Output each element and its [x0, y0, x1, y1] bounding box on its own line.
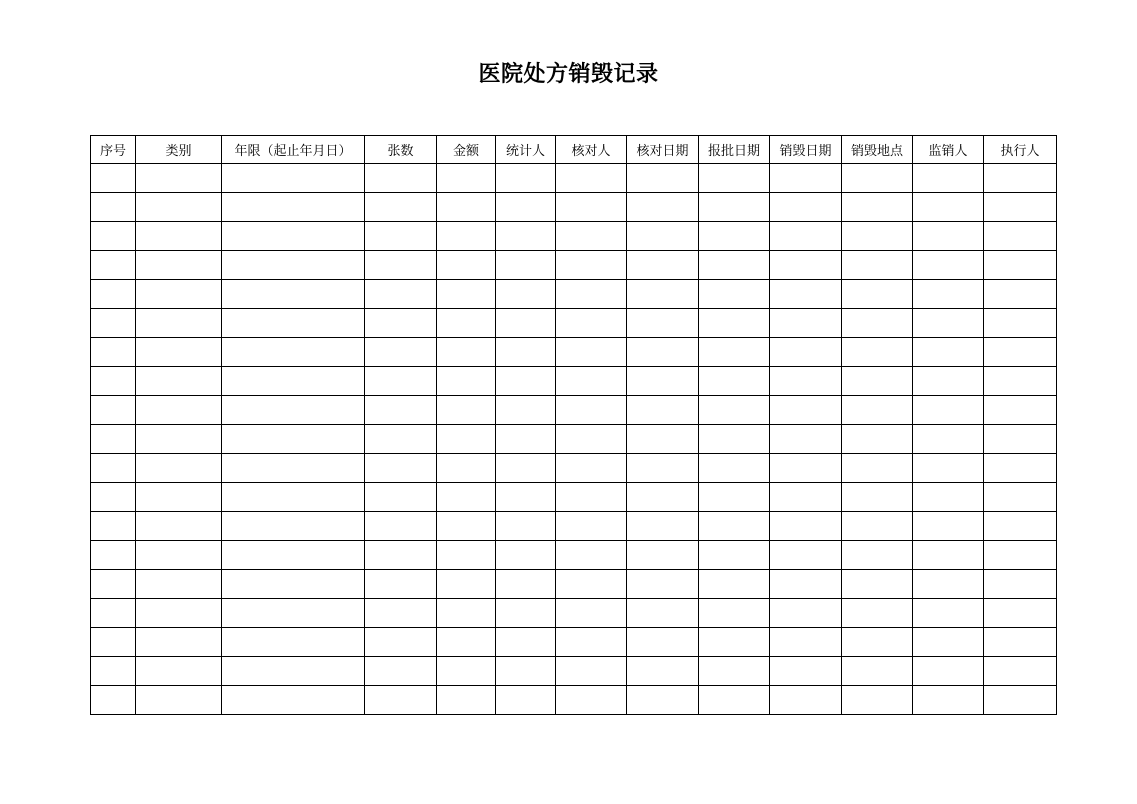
table-cell: [842, 193, 913, 222]
table-cell: [437, 657, 496, 686]
table-cell: [556, 483, 627, 512]
table-cell: [627, 599, 699, 628]
table-cell: [913, 338, 984, 367]
table-cell: [627, 367, 699, 396]
table-cell: [437, 396, 496, 425]
table-cell: [136, 396, 222, 425]
table-cell: [699, 193, 770, 222]
table-cell: [91, 425, 136, 454]
table-cell: [222, 338, 365, 367]
table-cell: [913, 280, 984, 309]
table-cell: [496, 657, 556, 686]
table-cell: [556, 541, 627, 570]
table-cell: [91, 512, 136, 541]
table-cell: [136, 425, 222, 454]
table-cell: [984, 599, 1057, 628]
table-cell: [91, 454, 136, 483]
table-cell: [770, 338, 842, 367]
table-cell: [365, 280, 437, 309]
table-cell: [136, 599, 222, 628]
table-cell: [913, 454, 984, 483]
table-cell: [699, 657, 770, 686]
table-cell: [699, 338, 770, 367]
table-cell: [556, 396, 627, 425]
table-cell: [556, 425, 627, 454]
table-cell: [627, 280, 699, 309]
table-cell: [91, 193, 136, 222]
header-amount: 金额: [437, 136, 496, 164]
table-cell: [365, 164, 437, 193]
table-cell: [437, 193, 496, 222]
table-cell: [627, 541, 699, 570]
table-cell: [984, 657, 1057, 686]
table-cell: [556, 657, 627, 686]
table-cell: [136, 628, 222, 657]
header-destruction-date: 销毁日期: [770, 136, 842, 164]
table-cell: [136, 222, 222, 251]
table-row: [91, 222, 1057, 251]
table-cell: [770, 512, 842, 541]
table-cell: [699, 454, 770, 483]
header-executor: 执行人: [984, 136, 1057, 164]
table-row: [91, 338, 1057, 367]
table-cell: [556, 454, 627, 483]
table-cell: [627, 222, 699, 251]
table-cell: [136, 454, 222, 483]
table-cell: [91, 396, 136, 425]
table-body: [91, 164, 1057, 715]
table-cell: [222, 512, 365, 541]
table-cell: [913, 309, 984, 338]
table-cell: [91, 483, 136, 512]
table-cell: [699, 396, 770, 425]
table-cell: [136, 367, 222, 396]
header-checker: 核对人: [556, 136, 627, 164]
table-cell: [437, 425, 496, 454]
table-cell: [699, 164, 770, 193]
table-cell: [91, 222, 136, 251]
table-cell: [556, 628, 627, 657]
table-cell: [136, 541, 222, 570]
table-cell: [699, 512, 770, 541]
table-cell: [627, 425, 699, 454]
table-cell: [496, 222, 556, 251]
table-cell: [365, 396, 437, 425]
table-cell: [627, 570, 699, 599]
table-row: [91, 483, 1057, 512]
table-cell: [627, 309, 699, 338]
table-cell: [365, 425, 437, 454]
table-cell: [222, 251, 365, 280]
table-cell: [699, 367, 770, 396]
table-row: [91, 628, 1057, 657]
table-cell: [365, 657, 437, 686]
table-cell: [136, 309, 222, 338]
table-cell: [496, 193, 556, 222]
table-cell: [136, 338, 222, 367]
table-cell: [984, 483, 1057, 512]
table-cell: [913, 425, 984, 454]
table-cell: [365, 483, 437, 512]
table-cell: [770, 454, 842, 483]
table-cell: [365, 454, 437, 483]
table-cell: [556, 599, 627, 628]
table-cell: [770, 309, 842, 338]
table-cell: [437, 164, 496, 193]
table-cell: [770, 686, 842, 715]
table-cell: [984, 396, 1057, 425]
table-cell: [699, 599, 770, 628]
table-cell: [984, 570, 1057, 599]
table-cell: [91, 541, 136, 570]
header-sheet-count: 张数: [365, 136, 437, 164]
table-cell: [222, 222, 365, 251]
table-row: [91, 396, 1057, 425]
table-cell: [699, 570, 770, 599]
table-cell: [91, 309, 136, 338]
table-cell: [842, 396, 913, 425]
table-cell: [913, 657, 984, 686]
table-cell: [136, 570, 222, 599]
table-cell: [627, 396, 699, 425]
table-cell: [770, 541, 842, 570]
table-cell: [91, 280, 136, 309]
table-cell: [627, 251, 699, 280]
table-cell: [496, 454, 556, 483]
table-cell: [984, 686, 1057, 715]
table-cell: [91, 599, 136, 628]
table-cell: [770, 367, 842, 396]
table-cell: [136, 483, 222, 512]
table-cell: [136, 251, 222, 280]
table-cell: [91, 367, 136, 396]
table-cell: [984, 222, 1057, 251]
table-cell: [556, 570, 627, 599]
table-cell: [913, 628, 984, 657]
table-cell: [91, 628, 136, 657]
table-cell: [222, 657, 365, 686]
header-supervisor: 监销人: [913, 136, 984, 164]
table-cell: [842, 483, 913, 512]
table-row: [91, 541, 1057, 570]
table-cell: [913, 686, 984, 715]
table-cell: [984, 251, 1057, 280]
table-cell: [842, 512, 913, 541]
table-cell: [913, 541, 984, 570]
table-cell: [770, 599, 842, 628]
table-cell: [437, 541, 496, 570]
table-cell: [699, 628, 770, 657]
table-row: [91, 425, 1057, 454]
table-cell: [437, 570, 496, 599]
table-cell: [437, 280, 496, 309]
table-cell: [496, 164, 556, 193]
table-cell: [91, 657, 136, 686]
table-row: [91, 309, 1057, 338]
table-cell: [365, 251, 437, 280]
table-cell: [770, 193, 842, 222]
table-cell: [437, 512, 496, 541]
table-cell: [627, 628, 699, 657]
table-cell: [627, 657, 699, 686]
table-cell: [496, 686, 556, 715]
table-row: [91, 512, 1057, 541]
table-cell: [556, 512, 627, 541]
header-period: 年限（起止年月日）: [222, 136, 365, 164]
table-cell: [365, 512, 437, 541]
table-cell: [437, 628, 496, 657]
table-cell: [365, 338, 437, 367]
table-cell: [627, 164, 699, 193]
table-cell: [913, 599, 984, 628]
table-cell: [913, 367, 984, 396]
table-cell: [913, 396, 984, 425]
header-check-date: 核对日期: [627, 136, 699, 164]
table-cell: [627, 338, 699, 367]
table-cell: [222, 280, 365, 309]
table-cell: [842, 338, 913, 367]
table-cell: [699, 425, 770, 454]
table-cell: [437, 686, 496, 715]
table-cell: [770, 483, 842, 512]
table-cell: [222, 483, 365, 512]
table-cell: [222, 686, 365, 715]
table-cell: [222, 628, 365, 657]
table-cell: [913, 193, 984, 222]
table-cell: [365, 222, 437, 251]
table-row: [91, 454, 1057, 483]
table-row: [91, 193, 1057, 222]
table-cell: [365, 367, 437, 396]
table-cell: [365, 541, 437, 570]
table-cell: [222, 164, 365, 193]
table-cell: [365, 193, 437, 222]
table-cell: [556, 367, 627, 396]
table-cell: [556, 280, 627, 309]
table-header-row: [91, 136, 1057, 164]
table-cell: [91, 251, 136, 280]
table-cell: [496, 512, 556, 541]
table-cell: [913, 512, 984, 541]
table-row: [91, 164, 1057, 193]
table-cell: [222, 541, 365, 570]
table-cell: [556, 338, 627, 367]
table-row: [91, 251, 1057, 280]
table-cell: [556, 222, 627, 251]
table-cell: [770, 251, 842, 280]
table-cell: [496, 309, 556, 338]
table-cell: [984, 309, 1057, 338]
table-cell: [91, 164, 136, 193]
table-cell: [222, 425, 365, 454]
table-cell: [984, 628, 1057, 657]
table-cell: [136, 686, 222, 715]
table-cell: [437, 251, 496, 280]
table-cell: [365, 309, 437, 338]
table-cell: [842, 367, 913, 396]
table-cell: [136, 164, 222, 193]
table-cell: [770, 280, 842, 309]
header-approval-date: 报批日期: [699, 136, 770, 164]
table-cell: [913, 222, 984, 251]
table-cell: [770, 164, 842, 193]
table-cell: [437, 454, 496, 483]
table-cell: [913, 251, 984, 280]
table-cell: [770, 396, 842, 425]
table-cell: [984, 280, 1057, 309]
table-cell: [437, 338, 496, 367]
table-cell: [91, 686, 136, 715]
table-cell: [437, 483, 496, 512]
header-counter: 统计人: [496, 136, 556, 164]
table-cell: [913, 483, 984, 512]
table-cell: [842, 222, 913, 251]
table-cell: [699, 309, 770, 338]
table-cell: [496, 251, 556, 280]
table-cell: [770, 570, 842, 599]
table-cell: [91, 570, 136, 599]
table-cell: [842, 280, 913, 309]
table-cell: [842, 628, 913, 657]
table-row: [91, 686, 1057, 715]
table-cell: [222, 454, 365, 483]
table-cell: [222, 367, 365, 396]
table-cell: [984, 454, 1057, 483]
table-cell: [496, 628, 556, 657]
table-row: [91, 367, 1057, 396]
table-cell: [842, 541, 913, 570]
table-row: [91, 280, 1057, 309]
table-cell: [556, 251, 627, 280]
table-cell: [222, 309, 365, 338]
table-cell: [627, 483, 699, 512]
table-cell: [496, 280, 556, 309]
table-cell: [627, 193, 699, 222]
table-cell: [627, 512, 699, 541]
table-cell: [842, 454, 913, 483]
table-cell: [627, 686, 699, 715]
table-cell: [365, 599, 437, 628]
table-cell: [556, 164, 627, 193]
table-cell: [437, 599, 496, 628]
header-serial-number: 序号: [91, 136, 136, 164]
table-cell: [984, 164, 1057, 193]
document-title: 医院处方销毁记录: [478, 61, 659, 87]
table-cell: [437, 222, 496, 251]
table-cell: [699, 686, 770, 715]
table-cell: [984, 338, 1057, 367]
destruction-record-table: [90, 135, 1057, 715]
table-cell: [842, 164, 913, 193]
table-cell: [699, 222, 770, 251]
table-cell: [699, 483, 770, 512]
table-cell: [842, 425, 913, 454]
table-cell: [496, 338, 556, 367]
table-cell: [770, 425, 842, 454]
table-cell: [984, 541, 1057, 570]
table-cell: [556, 686, 627, 715]
table-cell: [496, 599, 556, 628]
table-cell: [136, 512, 222, 541]
table-cell: [770, 628, 842, 657]
table-cell: [556, 309, 627, 338]
table-cell: [496, 367, 556, 396]
table-cell: [913, 570, 984, 599]
table-cell: [222, 599, 365, 628]
table-cell: [496, 541, 556, 570]
table-row: [91, 657, 1057, 686]
table-cell: [842, 309, 913, 338]
table-cell: [91, 338, 136, 367]
table-cell: [136, 193, 222, 222]
table-row: [91, 570, 1057, 599]
table-cell: [770, 657, 842, 686]
table-cell: [136, 280, 222, 309]
table-cell: [365, 628, 437, 657]
table-cell: [842, 599, 913, 628]
table-cell: [913, 164, 984, 193]
header-destruction-location: 销毁地点: [842, 136, 913, 164]
table-cell: [842, 657, 913, 686]
table-cell: [496, 396, 556, 425]
table-cell: [699, 541, 770, 570]
table-cell: [984, 425, 1057, 454]
table-cell: [770, 222, 842, 251]
table-cell: [984, 512, 1057, 541]
table-cell: [365, 686, 437, 715]
table-cell: [699, 251, 770, 280]
table-row: [91, 599, 1057, 628]
table-cell: [437, 367, 496, 396]
table-cell: [556, 193, 627, 222]
table-cell: [222, 570, 365, 599]
table-cell: [842, 686, 913, 715]
table-cell: [136, 657, 222, 686]
table-cell: [627, 454, 699, 483]
table-cell: [984, 193, 1057, 222]
table-cell: [842, 570, 913, 599]
table-cell: [496, 425, 556, 454]
table-cell: [842, 251, 913, 280]
table-cell: [496, 483, 556, 512]
table-cell: [984, 367, 1057, 396]
table-cell: [496, 570, 556, 599]
table-cell: [222, 396, 365, 425]
table-cell: [699, 280, 770, 309]
table-cell: [365, 570, 437, 599]
table-cell: [437, 309, 496, 338]
table-cell: [222, 193, 365, 222]
header-category: 类别: [136, 136, 222, 164]
